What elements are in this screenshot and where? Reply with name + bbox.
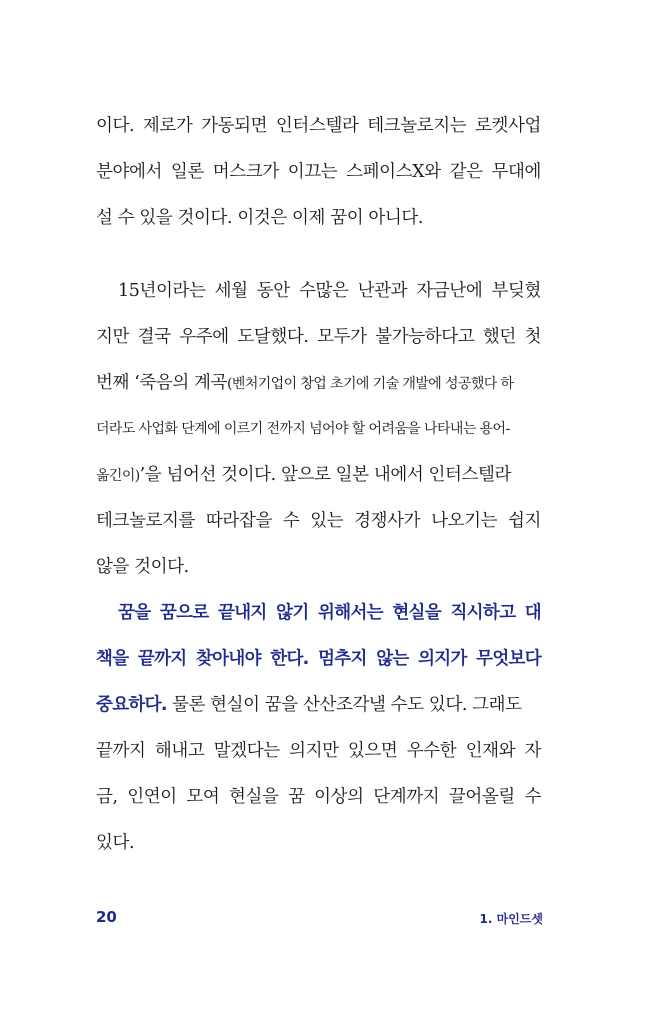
body-text: 번째 ‘죽음의 계곡 — [96, 373, 228, 393]
body-text-line — [96, 452, 541, 498]
body-text-line — [96, 360, 541, 406]
body-text-line: 않을 것이다. — [96, 557, 189, 577]
body-text-line: 금, 인연이 모여 현실을 꿈 이상의 단계까지 끌어올릴 수 — [96, 787, 541, 807]
body-text-line: 15년이라는 세월 동안 수많은 난관과 자금난에 부딪혔 — [118, 281, 541, 301]
chapter-title: 1. 마인드셋 — [479, 912, 543, 926]
body-text-line: 있다. — [96, 833, 135, 853]
body-text-line — [96, 682, 541, 728]
body-text-line: 끝까지 해내고 말겠다는 의지만 있으면 우수한 인재와 자 — [96, 741, 541, 761]
body-text-line: 분야에서 일론 머스크가 이끄는 스페이스X와 같은 무대에 — [96, 162, 541, 182]
emphasis-text: 중요하다. — [96, 695, 167, 715]
emphasis-text-line: 책을 끝까지 찾아내야 한다. 멈추지 않는 의지가 무엇보다 — [96, 649, 541, 669]
translator-note: 옮긴이) — [96, 468, 140, 484]
body-text-line: 설 수 있을 것이다. 이것은 이제 꿈이 아니다. — [96, 208, 424, 228]
body-text: ’을 넘어선 것이다. 앞으로 일본 내에서 인터스텔라 — [139, 465, 512, 485]
page-number: 20 — [96, 908, 117, 926]
body-text-line: 이다. 제로가 가동되면 인터스텔라 테크놀로지는 로켓사업 — [96, 116, 541, 136]
translator-note-line: 더라도 사업화 단계에 이르기 전까지 넘어야 할 어려움을 나타내는 용어- — [96, 421, 510, 437]
body-text-line: 지만 결국 우주에 도달했다. 모두가 불가능하다고 했던 첫 — [96, 327, 541, 347]
body-text-line: 테크놀로지를 따라잡을 수 있는 경쟁사가 나오기는 쉽지 — [96, 511, 541, 531]
translator-note: (벤처기업이 창업 초기에 기술 개발에 성공했다 하 — [227, 376, 514, 392]
emphasis-text-line: 꿈을 꿈으로 끝내지 않기 위해서는 현실을 직시하고 대 — [118, 603, 541, 623]
body-text: 물론 현실이 꿈을 산산조각낼 수도 있다. 그래도 — [166, 695, 522, 715]
